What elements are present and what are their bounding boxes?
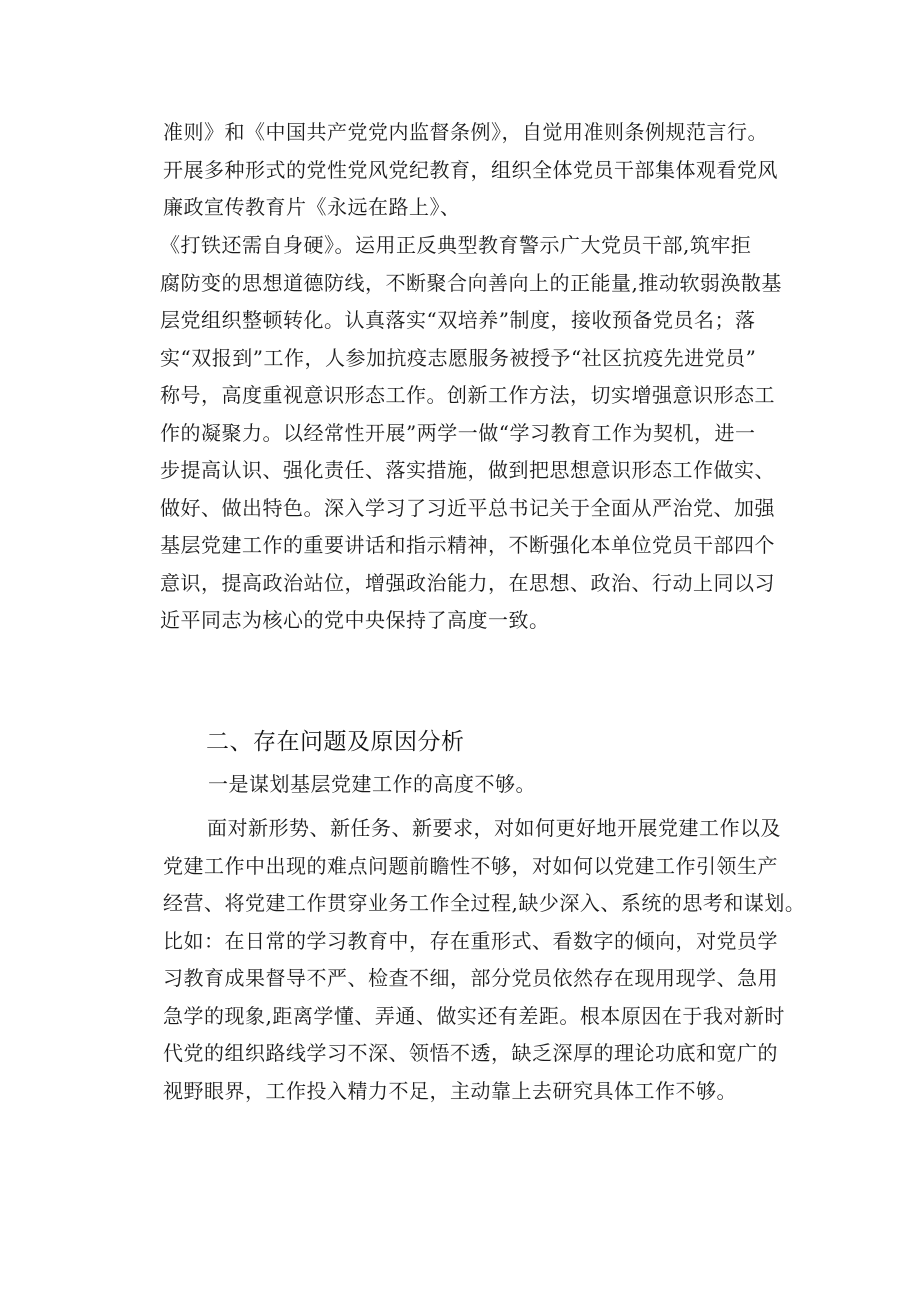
text-line: 腐防变的思想道德防线，不断聚合向善向上的正能量,推动软弱涣散基: [160, 270, 782, 295]
subheading-line: 一是谋划基层党建工作的高度不够。: [208, 772, 536, 796]
text-line: 近平同志为核心的党中央保持了高度一致。: [160, 608, 550, 632]
text-line: 开展多种形式的党性党风党纪教育，组织全体党员干部集体观看党风: [163, 157, 778, 182]
paragraph-2: [160, 227, 782, 640]
text-line: 经营、将党建工作贯穿业务工作全过程,缺少深入、系统的思考和谋划。: [163, 891, 806, 915]
text-line: 基层党建工作的重要讲话和指示精神，不断强化本单位党员干部四个: [160, 533, 775, 557]
text-line: 实“双报到”工作，人参加抗疫志愿服务被授予“社区抗疫先进党员”: [160, 345, 757, 370]
text-line: 急学的现象,距离学懂、弄通、做实还有差距。根本原因在于我对新时: [163, 1003, 785, 1028]
text-line: 《打铁还需自身硬》。运用正反典型教育警示广大党员干部,筑牢拒: [160, 233, 752, 257]
text-line: 党建工作中出现的难点问题前瞻性不够，对如何以党建工作引领生产: [163, 853, 778, 878]
text-line: 层党组织整顿转化。认真落实“双培养”制度，接收预备党员名；落: [160, 308, 756, 332]
text-line: 面对新形势、新任务、新要求，对如何更好地开展党建工作以及: [207, 816, 781, 840]
text-line: 视野眼界，工作投入精力不足，主动靠上去研究具体工作不够。: [163, 1078, 737, 1103]
subheading: [208, 766, 768, 804]
text-line: 称号，高度重视意识形态工作。创新工作方法，切实增强意识形态工: [160, 383, 775, 407]
text-line: 作的凝聚力。以经常性开展”两学一做“学习教育工作为契机，进一: [160, 420, 756, 445]
paragraph-1: [163, 114, 778, 227]
text-line: 意识，提高政治站位，增强政治能力，在思想、政治、行动上同以习: [160, 570, 775, 595]
text-line: 做好、做出特色。深入学习了习近平总书记关于全面从严治党、加强: [160, 495, 775, 520]
text-line: 准则》和《中国共产党党内监督条例》，自觉用准则条例规范言行。: [163, 120, 768, 144]
paragraph-3: [163, 810, 806, 1110]
section-heading: 二、存在问题及原因分析: [206, 729, 465, 755]
text-line: 步提高认识、强化责任、落实措施，做到把思想意识形态工作做实、: [160, 458, 775, 482]
text-line: 廉政宣传教育片《永远在路上》、: [163, 195, 461, 219]
text-line: 习教育成果督导不严、检查不细，部分党员依然存在现用现学、急用: [163, 966, 778, 990]
text-line: 比如：在日常的学习教育中，存在重形式、看数字的倾向，对党员学: [163, 928, 778, 953]
text-line: 代党的组织路线学习不深、领悟不透，缺乏深厚的理论功底和宽广的: [163, 1041, 778, 1065]
